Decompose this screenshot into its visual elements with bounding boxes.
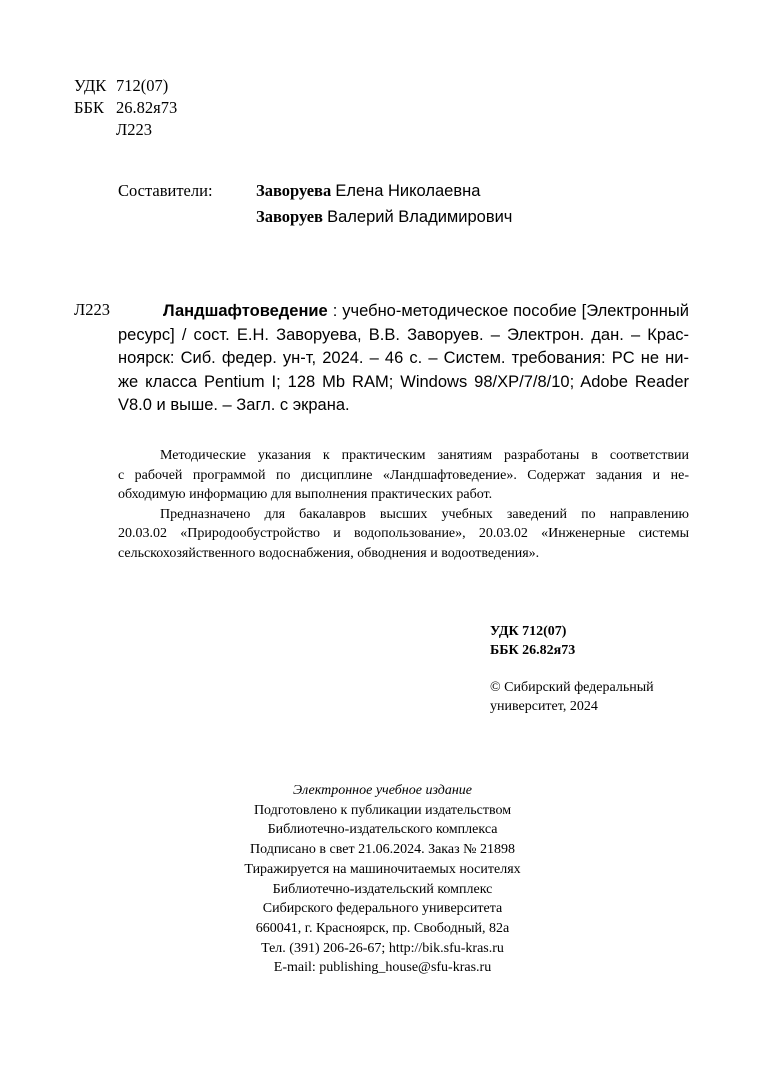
bbk-row bbox=[74, 97, 177, 119]
copyright-line: университет, 2024 bbox=[490, 699, 598, 714]
udk-row bbox=[74, 75, 177, 97]
imprint-line: Тиражируется на машиночитаемых носителях bbox=[244, 861, 521, 877]
annotation-line: с рабочей программой по дисциплине «Ландшафтоведение». Содержат задания и не- bbox=[118, 467, 689, 483]
bib-line-text: : учебно-методическое пособие [Электронный bbox=[327, 302, 689, 320]
imprint-line: Подготовлено к публикации издательством bbox=[253, 802, 512, 818]
compiler-2 bbox=[256, 204, 512, 230]
bib-line: ресурс] / сост. Е.Н. Заворуева, В.В. Заворуев. – Электрон. дан. – Крас- bbox=[118, 325, 689, 344]
annotation-line: сельскохозяйственного водоснабжения, обводнения и водоотведения». bbox=[118, 545, 540, 561]
bib-line: ноярск: Сиб. федер. ун-т, 2024. – 46 с. – Систем. требования: PC не ни- bbox=[118, 349, 689, 367]
compilers-label: Составители: bbox=[118, 181, 213, 200]
bbk-code: ББК 26.82я73 bbox=[490, 643, 576, 658]
imprint-line: Библиотечно-издательского комплекса bbox=[267, 822, 498, 838]
copyright-line: © Сибирский федеральный bbox=[490, 680, 654, 695]
copyright bbox=[490, 678, 654, 716]
annotation-line bbox=[118, 505, 689, 525]
compiler-surname: Заворуев bbox=[256, 207, 323, 226]
annotation-text: Предназначено для бакалавров высших учебных заведений по направлению bbox=[160, 506, 689, 522]
bib-line bbox=[118, 300, 689, 324]
classification-codes bbox=[490, 622, 575, 660]
bbk-value: 26.82я73 bbox=[116, 98, 178, 117]
udk-value: 712(07) bbox=[116, 76, 169, 95]
imprint-line: E-mail: publishing_house@sfu-kras.ru bbox=[273, 960, 492, 976]
bibliographic-code: Л223 bbox=[74, 300, 110, 319]
annotation-line: обходимую информацию для выполнения практических работ. bbox=[118, 487, 493, 502]
imprint-line: Сибирского федерального университета bbox=[262, 901, 503, 917]
udk-label: УДК bbox=[74, 76, 107, 95]
imprint-line: Библиотечно-издательский комплекс bbox=[272, 881, 493, 897]
compiler-surname: Заворуева bbox=[256, 181, 332, 200]
imprint-line: Тел. (391) 206-26-67; http://bik.sfu-kras.ru bbox=[261, 940, 504, 956]
udk-code: УДК 712(07) bbox=[490, 624, 567, 639]
author-mark: Л223 bbox=[116, 120, 152, 139]
compiler-name: Елена Николаевна bbox=[335, 182, 481, 200]
bbk-label: ББК bbox=[74, 98, 104, 117]
imprint bbox=[200, 781, 565, 978]
bibliographic-record bbox=[118, 300, 689, 418]
book-title: Ландшафтоведение bbox=[163, 302, 328, 320]
compiler-1 bbox=[256, 178, 512, 204]
annotation-text: Методические указания к практическим занятиям разработаны в соответствии bbox=[160, 448, 689, 463]
edition-type: Электронное учебное издание bbox=[293, 783, 472, 798]
bib-line: же класса Pentium I; 128 Mb RAM; Windows 98/XP/7/8/10; Adobe Reader bbox=[118, 372, 689, 391]
annotation bbox=[118, 446, 689, 563]
annotation-line bbox=[118, 446, 689, 466]
imprint-line: 660041, г. Красноярск, пр. Свободный, 82а bbox=[255, 920, 510, 936]
annotation-line: 20.03.02 «Природообустройство и водопользование», 20.03.02 «Инженерные системы bbox=[118, 526, 689, 541]
compilers-list bbox=[256, 178, 512, 230]
imprint-line: Подписано в свет 21.06.2024. Заказ № 21898 bbox=[249, 842, 515, 858]
compiler-name: Валерий Владимирович bbox=[327, 208, 513, 226]
classification-header bbox=[74, 75, 177, 141]
bib-line: V8.0 и выше. – Загл. с экрана. bbox=[118, 396, 350, 414]
author-mark-row bbox=[74, 119, 177, 141]
